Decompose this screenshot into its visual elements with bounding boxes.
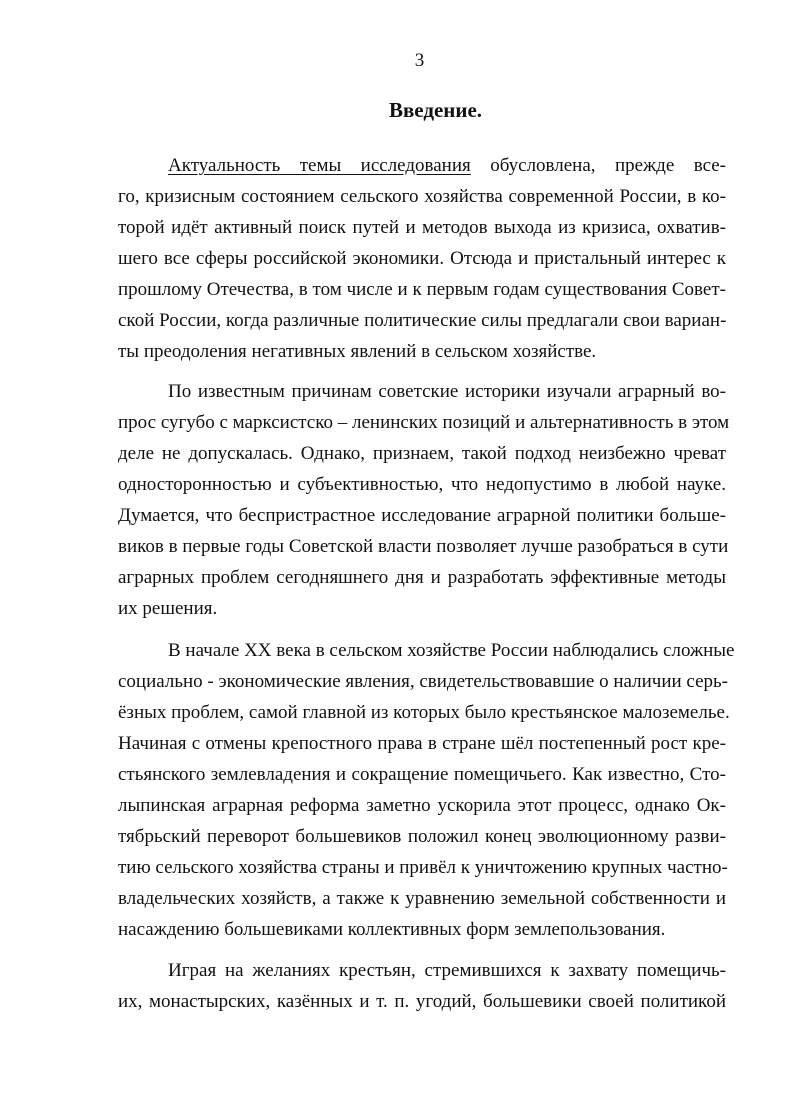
text-line: По известным причинам советские историки изучали аграрный во- [168, 381, 726, 402]
text-line: насаждению большевиками коллективных форм землепользования. [118, 919, 666, 940]
text-line: ёзных проблем, самой главной из которых было крестьянское малоземелье. [118, 702, 730, 723]
text-line: деле не допускалась. Однако, признаем, такой подход неизбежно чреват [118, 443, 726, 464]
text-line: социально - экономические явления, свидетельствовавшие о наличии серь- [118, 671, 728, 692]
text-line: тябрьский переворот большевиков положил конец эволюционному разви- [118, 826, 726, 847]
page-number: 3 [414, 50, 425, 71]
line-tail: обусловлена, прежде все- [490, 155, 726, 176]
text-line: Думается, что беспристрастное исследование аграрной политики больше- [118, 505, 726, 526]
text-line: го, кризисным состоянием сельского хозяйства современной России, в ко- [118, 186, 726, 207]
text-line: прошлому Отечества, в том числе и к первым годам существования Совет- [118, 279, 726, 300]
text-line: Играя на желаниях крестьян, стремившихся к захвату помещичь- [168, 960, 726, 981]
text-line: ты преодоления негативных явлений в сельском хозяйстве. [118, 341, 597, 362]
text-line: аграрных проблем сегодняшнего дня и разработать эффективные методы [118, 567, 726, 588]
text-line: стьянского землевладения и сокращение помещичьего. Как известно, Сто- [118, 764, 726, 785]
paragraph [118, 955, 726, 1017]
paragraph [118, 150, 726, 367]
text-line: их решения. [118, 598, 218, 619]
text-line: прос сугубо с марксистско – ленинских позиций и альтернативность в этом [118, 412, 730, 433]
text-line: тию сельского хозяйства страны и привёл к уничтожению крупных частно- [118, 857, 728, 878]
text-line: ской России, когда различные политические силы предлагали свои вариан- [118, 310, 727, 331]
text-line: владельческих хозяйств, а также к уравнению земельной собственности и [118, 888, 726, 909]
page-title: Введение. [388, 98, 483, 122]
body-text [118, 150, 735, 1017]
text-line: лыпинская аграрная реформа заметно ускорила этот процесс, однако Ок- [118, 795, 726, 816]
text-line: В начале XX века в сельском хозяйстве России наблюдались сложные [168, 640, 735, 661]
text-line: их, монастырских, казённых и т. п. угодий, большевики своей политикой [118, 991, 726, 1012]
paragraph [118, 635, 735, 945]
underlined-phrase: Актуальность темы исследования [168, 155, 471, 176]
text-line: шего все сферы российской экономики. Отсюда и пристальный интерес к [118, 248, 726, 269]
text-line: односторонностью и субъективностью, что недопустимо в любой науке. [118, 474, 726, 495]
text-line: виков в первые годы Советской власти позволяет лучше разобраться в сути [118, 536, 729, 557]
text-line [118, 150, 726, 181]
text-line: торой идёт активный поиск путей и методов выхода из кризиса, охватив- [118, 217, 726, 238]
text-line: Начиная с отмены крепостного права в стране шёл постепенный рост кре- [118, 733, 726, 754]
paragraph [118, 376, 730, 624]
